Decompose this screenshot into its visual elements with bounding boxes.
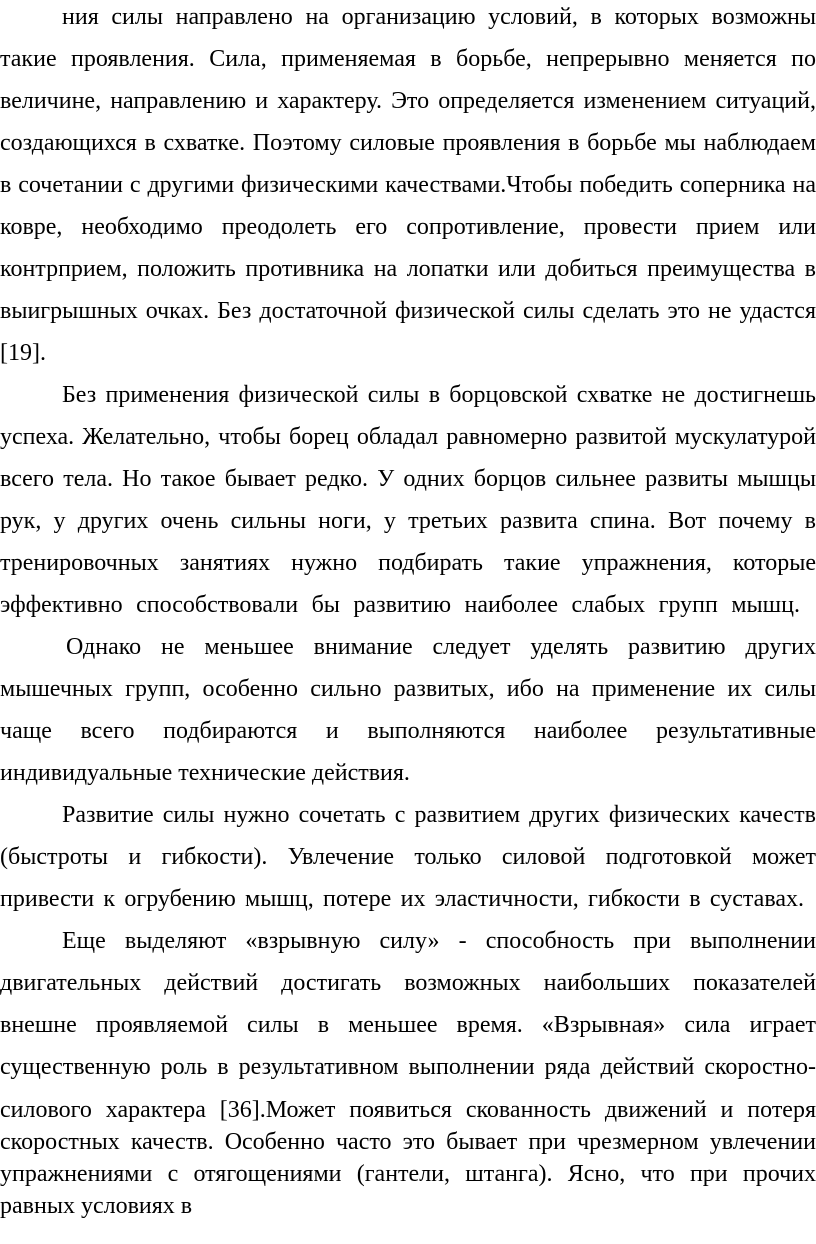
text-line: выигрышных очках. Без достаточной физической силы сделать это не удастся xyxy=(0,298,816,324)
paragraph-first-line: Без применения физической силы в борцовской схватке не достигнешь xyxy=(62,382,816,408)
text-line: существенную роль в результативном выполнении ряда действий скоростно- xyxy=(0,1054,816,1080)
text-line: такие проявления. Сила, применяемая в борьбе, непрерывно меняется по xyxy=(0,46,816,72)
text-line: создающихся в схватке. Поэтому силовые проявления в борьбе мы наблюдаем xyxy=(0,130,816,156)
text-line: тренировочных занятиях нужно подбирать такие упражнения, которые xyxy=(0,550,816,576)
text-line: скоростных качеств. Особенно часто это бывает при чрезмерном увлечении xyxy=(0,1129,816,1155)
paragraph-first-line: Еще выделяют «взрывную силу» - способность при выполнении xyxy=(62,928,816,954)
text-line: индивидуальные технические действия. xyxy=(0,760,410,786)
text-line: (быстроты и гибкости). Увлечение только силовой подготовкой может xyxy=(0,844,816,870)
text-line: упражнениями с отягощениями (гантели, штанга). Ясно, что при прочих xyxy=(0,1161,816,1187)
text-line: [19]. xyxy=(0,340,46,366)
paragraph-first-line: Развитие силы нужно сочетать с развитием других физических качеств xyxy=(62,802,816,828)
text-line: эффективно способствовали бы развитию наиболее слабых групп мышц. xyxy=(0,592,800,618)
text-line: величине, направлению и характеру. Это определяется изменением ситуаций, xyxy=(0,88,816,114)
text-line: всего тела. Но такое бывает редко. У одних борцов сильнее развиты мышцы xyxy=(0,466,816,492)
text-line: ния силы направлено на организацию условий, в которых возможны xyxy=(62,4,816,30)
text-line: внешне проявляемой силы в меньшее время. «Взрывная» сила играет xyxy=(0,1012,816,1038)
text-line: контрприем, положить противника на лопатки или добиться преимущества в xyxy=(0,256,816,282)
text-line: силового характера [36].Может появиться скованность движений и потеря xyxy=(0,1097,816,1123)
text-line: мышечных групп, особенно сильно развитых, ибо на применение их силы xyxy=(0,676,816,702)
text-line: успеха. Желательно, чтобы борец обладал равномерно развитой мускулатурой xyxy=(0,424,816,450)
text-line: в сочетании с другими физическими качествами.Чтобы победить соперника на xyxy=(0,172,816,198)
text-line: равных условиях в xyxy=(0,1193,193,1219)
text-line: привести к огрубению мышц, потере их эластичности, гибкости в суставах. xyxy=(0,886,804,912)
text-line: ковре, необходимо преодолеть его сопротивление, провести прием или xyxy=(0,214,816,240)
text-line: чаще всего подбираются и выполняются наиболее результативные xyxy=(0,718,816,744)
paragraph-first-line: Однако не меньшее внимание следует уделять развитию других xyxy=(66,634,816,660)
text-line: двигательных действий достигать возможных наибольших показателей xyxy=(0,970,816,996)
text-line: рук, у других очень сильны ноги, у третьих развита спина. Вот почему в xyxy=(0,508,816,534)
